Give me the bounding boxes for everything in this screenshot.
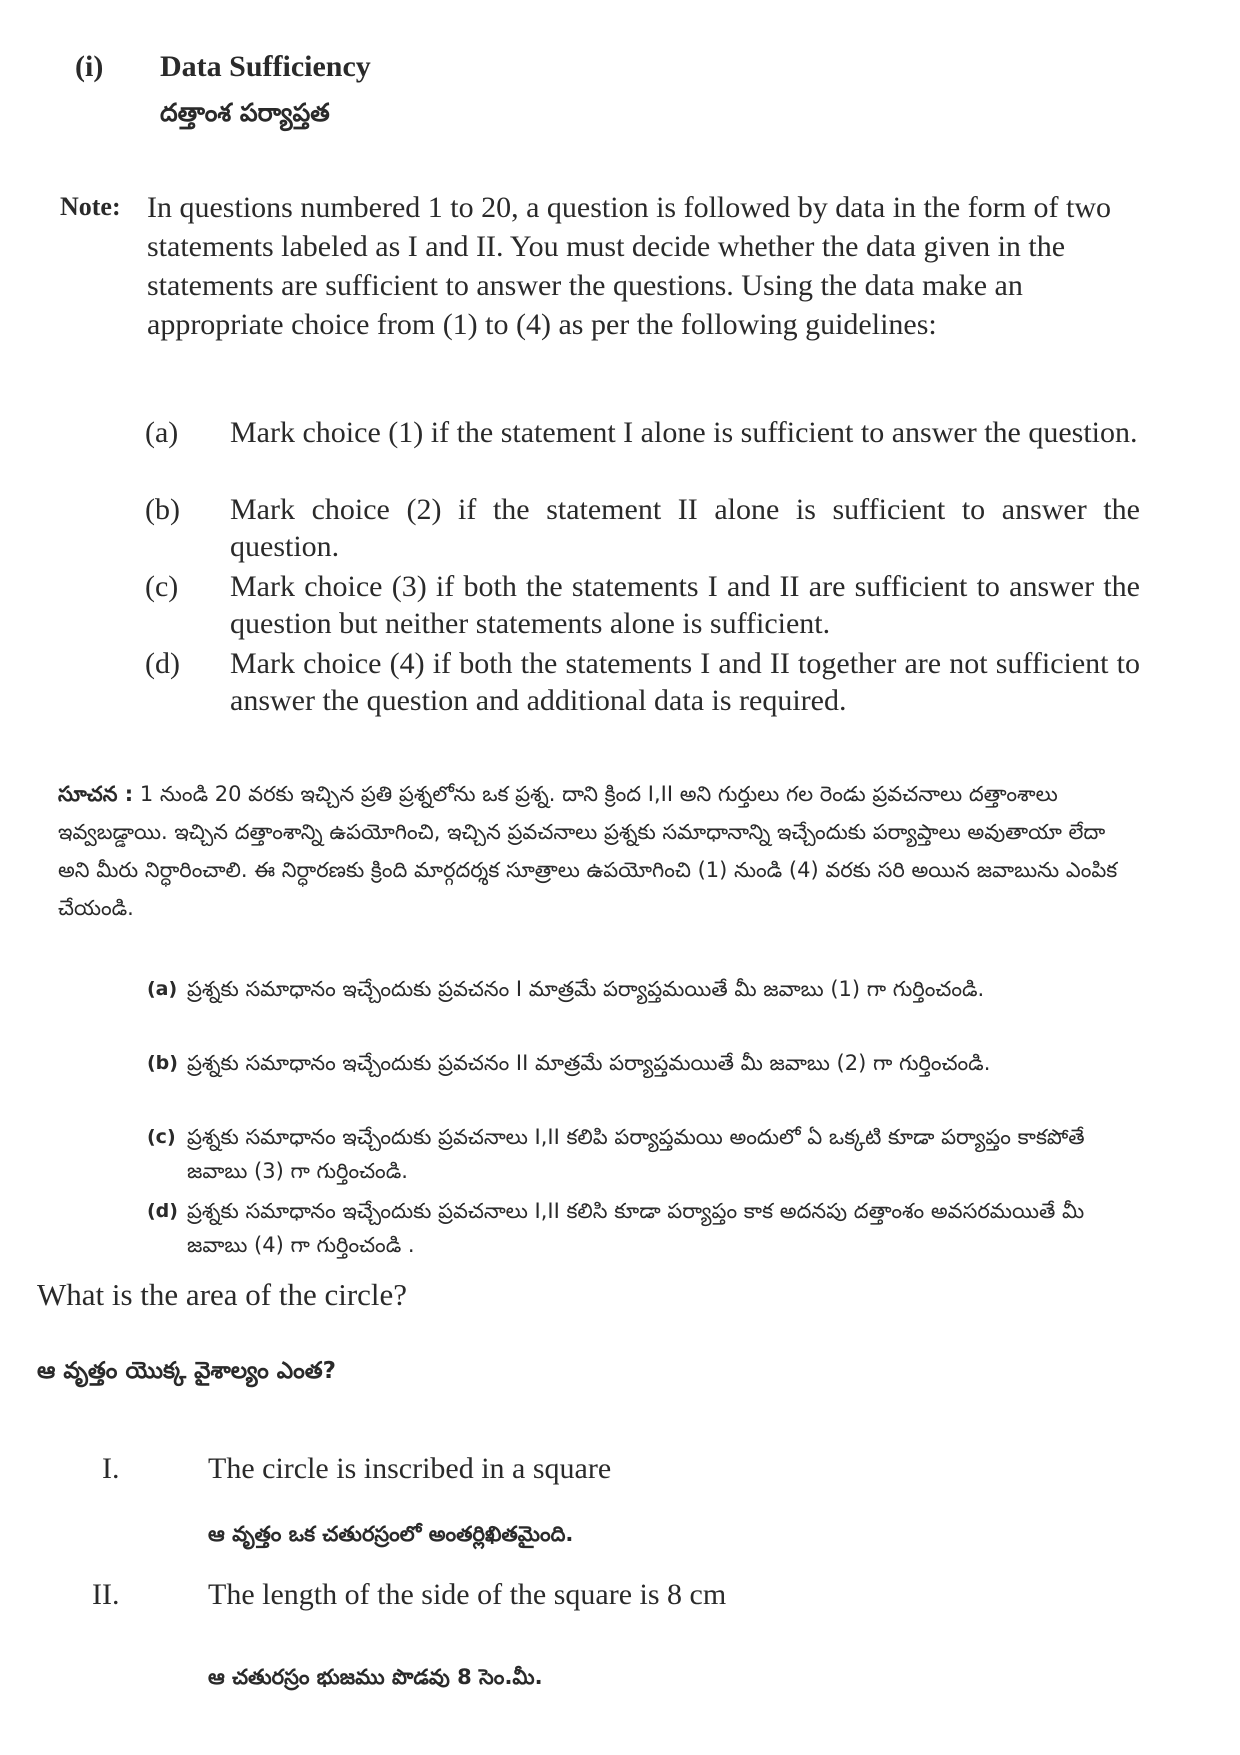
guideline-label: (b) [147, 1052, 178, 1074]
guideline-label: (a) [147, 978, 178, 1000]
question-text: What is the area of the circle? [37, 1277, 408, 1312]
note-telugu [58, 775, 1143, 927]
guideline-d [145, 645, 1140, 719]
guideline-label: (c) [145, 570, 179, 603]
statement-1-number: I. [102, 1452, 120, 1485]
guideline-text: ప్రశ్నకు సమాధానం ఇచ్చేందుకు ప్రవచనాలు I,II కలిపి పర్యాప్తమయి అందులో ఏ ఒక్కటి కూడా పర్యాప్తం కాకపోతే జవాబు (3) గా గుర్తించండి. [187, 1125, 1085, 1183]
guideline-text: Mark choice (2) if the statement II alone is sufficient to answer the question. [230, 493, 1140, 563]
question-text-telugu: ఆ వృత్తం యొక్క వైశాల్యం ఎంత? [37, 1358, 336, 1384]
guideline-text: Mark choice (1) if the statement I alone is sufficient to answer the question. [230, 416, 1138, 449]
statement-2-text: The length of the side of the square is 8 cm [208, 1578, 727, 1611]
guideline-label: (d) [147, 1200, 178, 1222]
note-text: In questions numbered 1 to 20, a question is followed by data in the form of two statements labeled as I and II. You must decide whether the data given in the statements are sufficient to answer the questions. Using the data make an appropriate choice from (1) to (4) as per the following guidelines: [147, 191, 1111, 341]
guideline-text: Mark choice (3) if both the statements I and II are sufficient to answer the question but neither statements alone is sufficient. [230, 570, 1140, 640]
guideline-text: Mark choice (4) if both the statements I and II together are not sufficient to answer the question and additional data is required. [230, 647, 1140, 717]
guideline-telugu-b [147, 1046, 1142, 1080]
statement-2-number: II. [92, 1578, 120, 1611]
guideline-label: (a) [145, 416, 179, 449]
statement-2-text-telugu: ఆ చతురస్రం భుజము పొడవు 8 సెం.మీ. [208, 1665, 543, 1689]
section-number: (i) [75, 50, 104, 83]
section-title: Data Sufficiency [160, 50, 371, 83]
statement-1-text-telugu: ఆ వృత్తం ఒక చతురస్రంలో అంతర్లిఖితమైంది. [208, 1522, 574, 1546]
section-title-telugu: దత్తాంశ పర్యాప్తత [160, 98, 330, 127]
note-label: Note: [60, 192, 121, 221]
note-telugu-label: సూచన : [58, 782, 134, 806]
note-telugu-text: 1 నుండి 20 వరకు ఇచ్చిన ప్రతి ప్రశ్నలోను ఒక ప్రశ్న. దాని క్రింద I,II అని గుర్తులు గల రెండు ప్రవచనాలు దత్తాంశాలు ఇవ్వబడ్డాయి. ఇచ్చిన దత్తాంశాన్ని ఉపయోగించి, ఇచ్చిన ప్రవచనాలు ప్రశ్నకు సమాధానాన్ని ఇచ్చేందుకు పర్యాప్తాలు అవుతాయా లేదా అని మీరు నిర్ధారించాలి. ఈ నిర్ధారణకు క్రింది మార్గదర్శక సూత్రాలు ఉపయోగించి (1) నుండి (4) వరకు సరి అయిన జవాబును ఎంపిక చేయండి. [58, 782, 1118, 920]
guideline-telugu-c [147, 1120, 1142, 1188]
guideline-c [145, 568, 1140, 642]
guideline-telugu-a [147, 972, 1142, 1006]
guideline-label: (c) [147, 1126, 176, 1148]
guideline-telugu-d [147, 1194, 1142, 1262]
guideline-text: ప్రశ్నకు సమాధానం ఇచ్చేందుకు ప్రవచనం II మాత్రమే పర్యాప్తమయితే మీ జవాబు (2) గా గుర్తించండి. [187, 1051, 991, 1075]
guideline-text: ప్రశ్నకు సమాధానం ఇచ్చేందుకు ప్రవచనాలు I,II కలిసి కూడా పర్యాప్తం కాక అదనపు దత్తాంశం అవసరమయితే మీ జవాబు (4) గా గుర్తించండి . [187, 1199, 1085, 1257]
guideline-text: ప్రశ్నకు సమాధానం ఇచ్చేందుకు ప్రవచనం I మాత్రమే పర్యాప్తమయితే మీ జవాబు (1) గా గుర్తించండి. [187, 977, 985, 1001]
guideline-label: (b) [145, 493, 180, 526]
guideline-a [145, 414, 1140, 451]
guideline-b [145, 491, 1140, 565]
statement-1-text: The circle is inscribed in a square [208, 1452, 612, 1485]
guideline-label: (d) [145, 647, 180, 680]
